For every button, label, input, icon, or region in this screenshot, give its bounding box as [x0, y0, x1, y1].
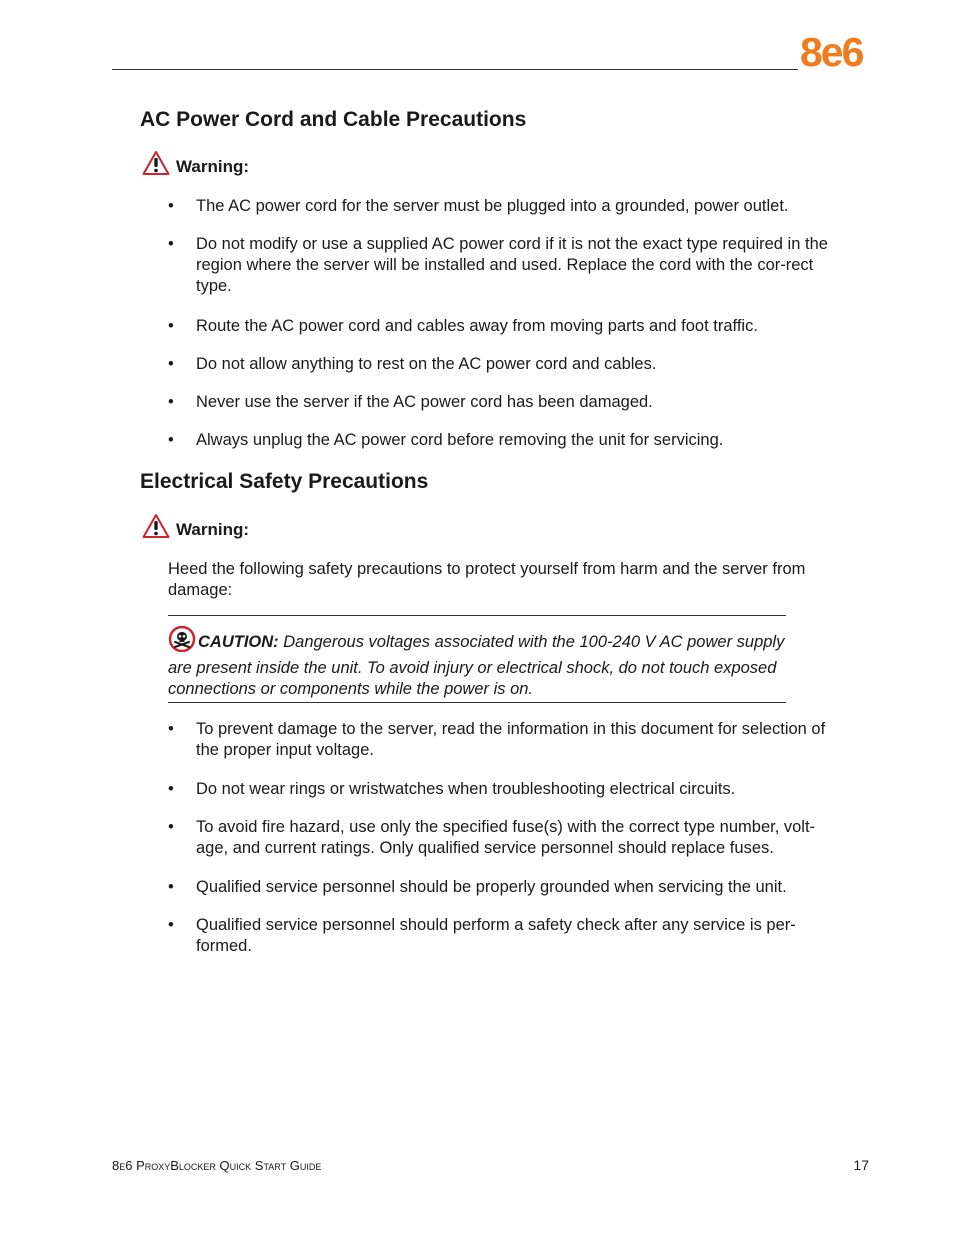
list-item: • Never use the server if the AC power cord has been damaged.	[168, 392, 653, 413]
list-item: • Always unplug the AC power cord before removing the unit for servicing.	[168, 430, 723, 451]
warning-callout	[142, 150, 249, 176]
header-rule	[112, 69, 798, 70]
section-heading-electrical: Electrical Safety Precautions	[140, 470, 429, 493]
list-item: • Qualified service personnel should perform a safety check after any service is per-formed.	[168, 915, 843, 957]
warning-triangle-icon	[142, 513, 170, 539]
caution-body: Dangerous voltages associated with the 100-240 V AC power supply are present inside the unit. To avoid injury or electrical shock, do not touch exposed connections or components while the power is on.	[168, 633, 785, 698]
list-item: • To prevent damage to the server, read the information in this document for selection of the proper input voltage.	[168, 719, 843, 761]
warning-triangle-icon	[142, 150, 170, 176]
warning-label: Warning:	[176, 520, 250, 539]
list-item: • The AC power cord for the server must be plugged into a grounded, power outlet.	[168, 196, 789, 217]
section-heading-ac-power: AC Power Cord and Cable Precautions	[140, 108, 527, 131]
list-item: • Do not wear rings or wristwatches when troubleshooting electrical circuits.	[168, 779, 735, 800]
list-item: • Qualified service personnel should be properly grounded when servicing the unit.	[168, 877, 787, 898]
skull-crossbones-icon	[168, 626, 196, 658]
list-item: • Do not allow anything to rest on the AC power cord and cables.	[168, 354, 656, 375]
warning-label: Warning:	[176, 157, 250, 176]
caution-text	[168, 626, 786, 700]
list-item: • To avoid fire hazard, use only the specified fuse(s) with the correct type number, volt-age, and current ratings. Only qualified service personnel should replace fuses.	[168, 817, 843, 859]
brand-logo: 8e6	[800, 29, 863, 75]
caution-box	[168, 615, 786, 703]
list-item: • Do not modify or use a supplied AC power cord if it is not the exact type required in the region where the server will be installed and used. Replace the cord with the cor-rect type.	[168, 234, 843, 297]
list-item: • Route the AC power cord and cables away from moving parts and foot traffic.	[168, 316, 758, 337]
warning-callout	[142, 513, 249, 539]
page-number: 17	[853, 1157, 869, 1173]
caution-label: CAUTION:	[198, 633, 279, 651]
footer-title: 8e6 ProxyBlocker Quick Start Guide	[112, 1158, 322, 1173]
intro-paragraph: Heed the following safety precautions to protect yourself from harm and the server from damage:	[168, 560, 806, 599]
